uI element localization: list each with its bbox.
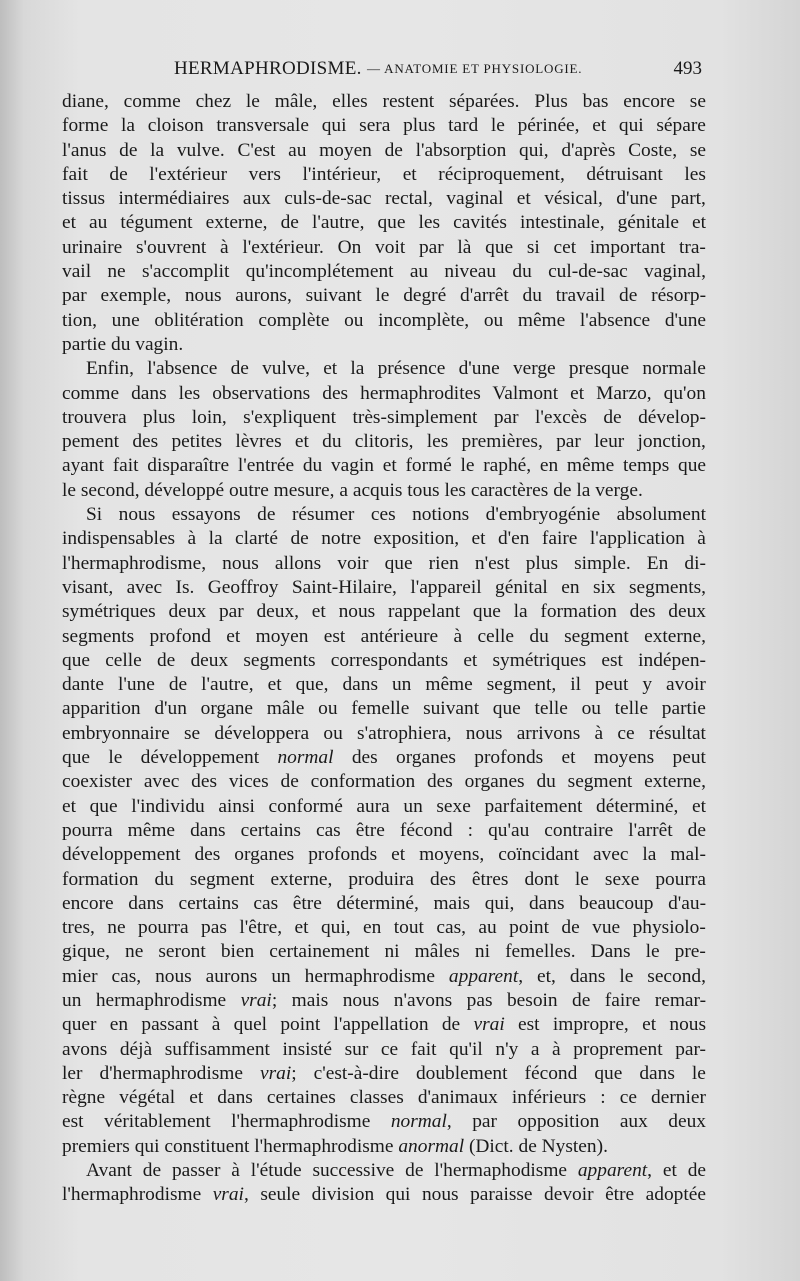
text-line: comme dans les observations des hermaphrodites Valmont et Marzo, qu'on xyxy=(62,382,706,404)
text-line: coexister avec des vices de conformation des organes du segment externe, xyxy=(62,771,707,793)
text-line: quer en passant à quel point l'appellation de vrai est impropre, et nous xyxy=(62,1014,707,1036)
text-line: et au tégument externe, de l'autre, que les cavités intestinale, génitale et xyxy=(62,212,707,234)
running-title: HERMAPHRODISME. xyxy=(174,58,362,79)
text-line: ler d'hermaphrodisme vrai; c'est-à-dire doublement fécond que dans le xyxy=(62,1062,706,1084)
text-line: que celle de deux segments correspondants et symétriques est indépen- xyxy=(62,649,706,671)
running-header xyxy=(62,58,708,86)
page-body xyxy=(62,90,706,1208)
text-line: avons déjà suffisamment insisté sur ce fait qu'il n'y a à proprement par- xyxy=(62,1038,707,1060)
text-line: développement des organes profonds et moyens, coïncidant avec la mal- xyxy=(62,844,706,866)
text-line: l'hermaphrodisme, nous allons voir que rien n'est plus simple. En di- xyxy=(62,552,706,574)
text-line: encore dans certains cas être déterminé, mais qui, dans beaucoup d'au- xyxy=(62,892,707,914)
text-line: urinaire s'ouvrent à l'extérieur. On voit par là que si cet important tra- xyxy=(62,236,706,258)
text-line: l'hermaphrodisme vrai, seule division qui nous paraisse devoir être adoptée xyxy=(62,1184,706,1206)
text-line: trouvera plus loin, s'expliquent très-simplement par l'excès de dévelop- xyxy=(62,406,706,428)
text-line: visant, avec Is. Geoffroy Saint-Hilaire, l'appareil génital en six segments, xyxy=(62,576,707,598)
text-line: ayant fait disparaître l'entrée du vagin et formé le raphé, en même temps que xyxy=(62,455,707,477)
text-line: pement des petites lèvres et du clitoris, les premières, par leur jonction, xyxy=(62,431,706,453)
text-line: et que l'individu ainsi conformé aura un sexe parfaitement déterminé, et xyxy=(62,795,706,817)
text-line: tion, une oblitération complète ou incomplète, ou même l'absence d'une xyxy=(62,309,706,331)
text-line: symétriques deux par deux, et nous rappelant que la formation des deux xyxy=(62,601,706,623)
text-line: premiers qui constituent l'hermaphrodisme anormal (Dict. de Nysten). xyxy=(62,1135,608,1157)
text-line: l'anus de la vulve. C'est au moyen de l'absorption qui, d'après Coste, se xyxy=(62,139,706,161)
text-line: vail ne s'accomplit qu'incomplétement au niveau du cul-de-sac vaginal, xyxy=(62,261,706,283)
text-line: Si nous essayons de résumer ces notions d'embryogénie absolument xyxy=(86,504,706,526)
running-subtitle: — ANATOMIE ET PHYSIOLOGIE. xyxy=(367,61,583,76)
text-line: un hermaphrodisme vrai; mais nous n'avons pas besoin de faire remar- xyxy=(62,989,707,1011)
text-line: règne végétal et dans certaines classes d'animaux inférieurs : ce dernier xyxy=(62,1087,706,1109)
text-line: dante l'une de l'autre, et que, dans un même segment, il peut y avoir xyxy=(62,674,706,696)
text-line: mier cas, nous aurons un hermaphrodisme apparent, et, dans le second, xyxy=(62,965,706,987)
text-line: le second, développé outre mesure, a acquis tous les caractères de la verge. xyxy=(62,479,643,501)
text-line: gique, ne seront bien certainement ni mâles ni femelles. Dans le pre- xyxy=(62,941,706,963)
text-line: par exemple, nous aurons, suivant le degré d'arrêt du travail de résorp- xyxy=(62,285,707,307)
text-line: forme la cloison transversale qui sera plus tard le périnée, et qui sépare xyxy=(62,115,706,137)
text-line: segments profond et moyen est antérieure à celle du segment externe, xyxy=(62,625,706,647)
text-line: pourra même dans certains cas être fécond : qu'au contraire l'arrêt de xyxy=(62,819,706,841)
text-line: Avant de passer à l'étude successive de l'hermaphodisme apparent, et de xyxy=(86,1160,707,1182)
text-line: indispensables à la clarté de notre exposition, et d'en faire l'application à xyxy=(62,528,706,550)
text-line: est véritablement l'hermaphrodisme normal, par opposition aux deux xyxy=(62,1111,706,1133)
text-line: tres, ne pourra pas l'être, et qui, en tout cas, au point de vue physiolo- xyxy=(62,917,706,939)
text-line: que le développement normal des organes profonds et moyens peut xyxy=(62,747,706,769)
text-line: partie du vagin. xyxy=(62,333,184,355)
text-line: fait de l'extérieur vers l'intérieur, et réciproquement, détruisant les xyxy=(62,163,706,185)
text-line: diane, comme chez le mâle, elles restent séparées. Plus bas encore se xyxy=(62,91,706,112)
text-line: tissus intermédiaires aux culs-de-sac rectal, vaginal et vésical, d'une part, xyxy=(62,188,706,210)
text-line: apparition d'un organe mâle ou femelle suivant que telle ou telle partie xyxy=(62,698,706,720)
text-line: Enfin, l'absence de vulve, et la présence d'une verge presque normale xyxy=(86,358,706,380)
page-number: 493 xyxy=(673,58,702,79)
text-line: embryonnaire se développera ou s'atrophiera, nous arrivons à ce résultat xyxy=(62,722,706,744)
text-line: formation du segment externe, produira des êtres dont le sexe pourra xyxy=(62,868,706,890)
